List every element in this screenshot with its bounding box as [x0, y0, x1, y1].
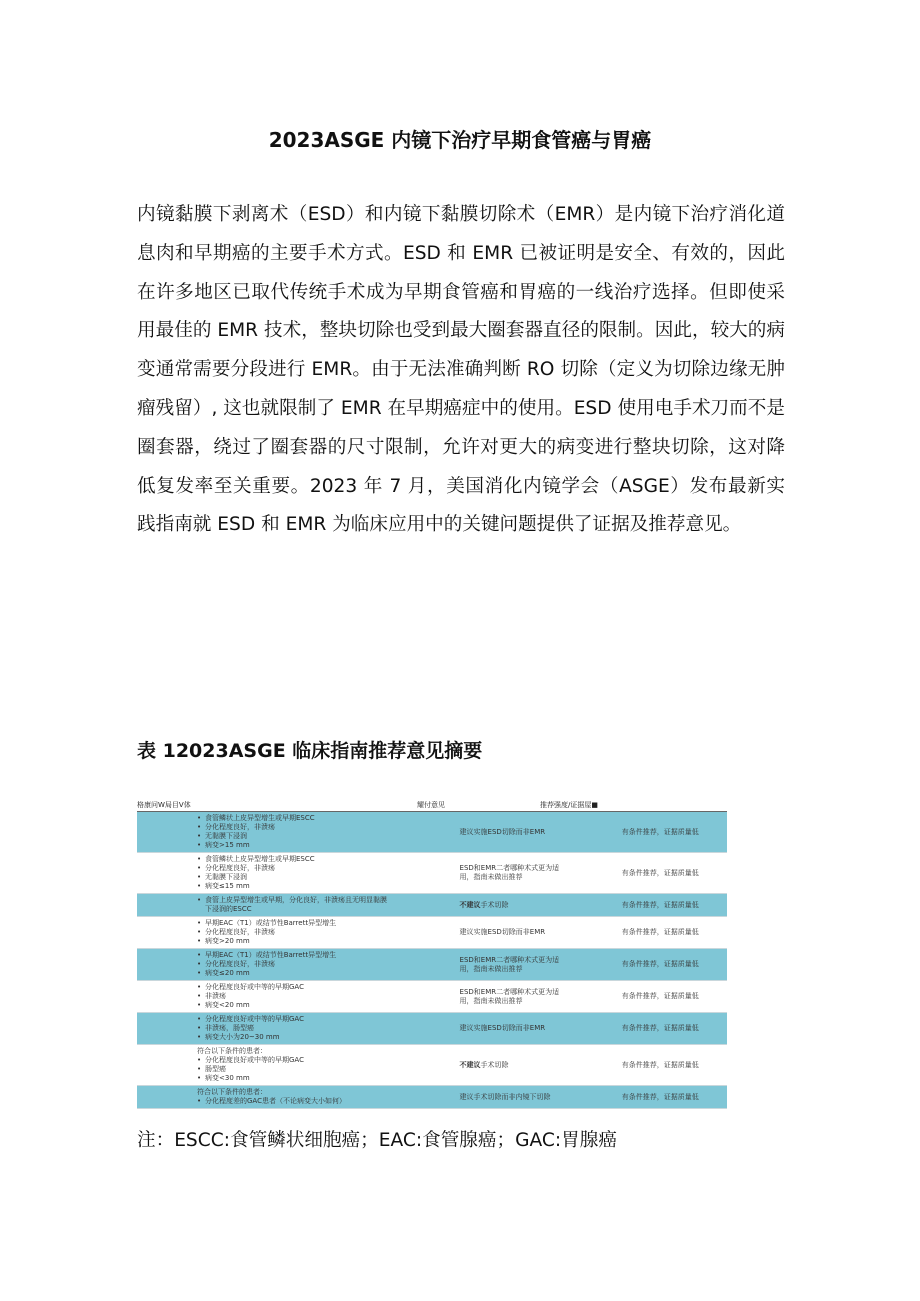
- population-criterion: • 食管鳞状上皮异型增生或早期ESCC: [197, 814, 393, 823]
- table-note: 注：ESCC:食管鳞状细胞癌；EAC:食管腺癌；GAC:胃腺癌: [137, 1130, 617, 1151]
- table-row: [137, 853, 727, 894]
- grade-cell: 有条件推荐，证据质量低: [621, 960, 699, 968]
- table-row: [137, 1045, 727, 1086]
- recommendation-cell: [393, 1013, 565, 1044]
- grade-cell: 有条件推荐，证据质量低: [621, 827, 699, 836]
- recommendation-cell: [393, 981, 565, 1012]
- grade-cell: 有条件推荐，证据质量低: [621, 928, 699, 936]
- grade-cell: 有条件推荐，证据质量低: [621, 1024, 699, 1032]
- population-criterion: • 肠型癌: [197, 1065, 393, 1074]
- population-criterion: • 分化程度差的GAC患者（不论病变大小如何）: [197, 1097, 393, 1106]
- recommendation-text: 建议实施ESD切除而非EMR: [459, 827, 546, 836]
- population-criterion: • 早期EAC（T1）或结节性Barrett异型增生: [197, 919, 393, 928]
- recommendation-cell: [393, 1045, 565, 1085]
- population-criterion: • 病变<20 mm: [197, 1001, 393, 1010]
- population-intro: 符合以下条件的患者：: [197, 1047, 267, 1055]
- population-criterion: • 病变大小为20~30 mm: [197, 1033, 393, 1042]
- population-criterion: • 病变>15 mm: [197, 841, 393, 850]
- population-cell: [137, 812, 393, 852]
- table-row: [137, 981, 727, 1013]
- header-population: 格康问W局目V体: [137, 801, 191, 809]
- header-recommendation: 耀付意见: [417, 801, 445, 809]
- population-criterion: • 分化程度良好或中等的早期GAC: [197, 983, 393, 992]
- table-row: [137, 949, 727, 981]
- table-row: [137, 1013, 727, 1045]
- population-criterion: • 非溃疡，肠型癌: [197, 1024, 393, 1033]
- grade-cell: 有条件推荐，证据质量低: [621, 868, 699, 877]
- grade-cell: 有条件推荐，证据质量低: [621, 1092, 699, 1101]
- population-criterion: • 无黏膜下浸润: [197, 873, 393, 882]
- grade-cell: 有条件推荐，证据质量低: [621, 992, 699, 1000]
- population-cell: [137, 917, 393, 948]
- table-row: [137, 812, 727, 853]
- population-criterion: • 分化程度良好，非溃疡: [197, 823, 393, 832]
- recommendation-text: ESD和EMR二者哪种术式更为适用，指南未做出推荐: [459, 864, 560, 881]
- grade-cell: 有条件推荐，证据质量低: [621, 900, 699, 909]
- population-criterion: • 分化程度良好，非溃疡: [197, 960, 393, 969]
- population-cell: [137, 949, 393, 980]
- recommendation-text: ESD和EMR二者哪种术式更为适用，指南未做出推荐: [459, 987, 560, 1005]
- recommendation-cell: [393, 812, 565, 852]
- recommendation-table: [137, 801, 727, 1109]
- population-intro: 符合以下条件的患者：: [197, 1088, 267, 1096]
- recommendation-emphasis: 不建议: [459, 1060, 481, 1069]
- grade-cell: 有条件推荐，证据质量低: [621, 1060, 699, 1069]
- recommendation-cell: [393, 1086, 565, 1108]
- population-cell: [137, 1013, 393, 1044]
- population-cell: [137, 853, 393, 893]
- population-criterion: • 非溃疡: [197, 992, 393, 1001]
- recommendation-text: 手术切除: [480, 1060, 509, 1069]
- table-row: [137, 917, 727, 949]
- population-criterion: • 分化程度良好或中等的早期GAC: [197, 1015, 393, 1024]
- recommendation-cell: [393, 894, 565, 916]
- recommendation-text: 建议实施ESD切除而非EMR: [459, 1024, 546, 1032]
- recommendation-emphasis: 不建议: [459, 900, 481, 909]
- recommendation-cell: [393, 917, 565, 948]
- population-cell: [137, 894, 393, 916]
- table-caption: 表 12023ASGE 临床指南推荐意见摘要: [137, 740, 483, 762]
- population-criterion: • 病变<30 mm: [197, 1074, 393, 1083]
- population-criterion: • 食管鳞状上皮异型增生或早期ESCC: [197, 855, 393, 864]
- body-paragraph: 内镜黏膜下剥离术（ESD）和内镜下黏膜切除术（EMR）是内镜下治疗消化道息肉和早期癌的主要手术方式。ESD 和 EMR 已被证明是安全、有效的，因此在许多地区已取代传统手术成为早期食管癌和胃癌的一线治疗选择。但即使采用最佳的 EMR 技术，整块切除也受到最大圈套器直径的限制。因此，较大的病变通常需要分段进行 EMR。由于无法准确判断 RO 切除（定义为切除边缘无肿瘤残留）, 这也就限制了 EMR 在早期癌症中的使用。ESD 使用电手术刀而不是圈套器，绕过了圈套器的尺寸限制，允许对更大的病变进行整块切除，这对降低复发率至关重要。2023 年 7 月，美国消化内镜学会（ASGE）发布最新实践指南就 ESD 和 EMR 为临床应用中的关键问题提供了证据及推荐意见。: [137, 204, 785, 536]
- population-criterion: • 病变≤20 mm: [197, 969, 393, 978]
- recommendation-text: 建议手术切除而非内镜下切除: [459, 1092, 551, 1101]
- table-body: [137, 812, 727, 1109]
- table-row: [137, 1086, 727, 1109]
- table-row: [137, 894, 727, 917]
- population-cell: [137, 981, 393, 1012]
- population-cell: [137, 1045, 393, 1085]
- recommendation-text: ESD和EMR二者哪种术式更为适用，指南未做出推荐: [459, 955, 560, 973]
- population-criterion: • 分化程度良好，非溃疡: [197, 864, 393, 873]
- recommendation-text: 建议实施ESD切除而非EMR: [459, 928, 546, 936]
- document-title: 2023ASGE 内镜下治疗早期食管癌与胃癌: [268, 128, 652, 152]
- population-criterion: • 分化程度良好，非溃疡: [197, 928, 393, 937]
- table-header: [137, 801, 727, 812]
- population-cell: [137, 1086, 393, 1108]
- header-grade: 推荐强度/证据屋■: [540, 801, 598, 809]
- recommendation-text: 手术切除: [480, 900, 509, 909]
- population-criterion: • 病变>20 mm: [197, 937, 393, 946]
- population-criterion: • 病变≤15 mm: [197, 882, 393, 891]
- recommendation-cell: [393, 853, 565, 893]
- population-criterion: • 食管上皮异型增生或早期，分化良好，非溃疡且无明显黏膜下浸润的ESCC: [197, 896, 393, 914]
- recommendation-cell: [393, 949, 565, 980]
- population-criterion: • 早期EAC（T1）或结节性Barrett异型增生: [197, 951, 393, 960]
- population-criterion: • 无黏膜下浸润: [197, 832, 393, 841]
- population-criterion: • 分化程度良好或中等的早期GAC: [197, 1056, 393, 1065]
